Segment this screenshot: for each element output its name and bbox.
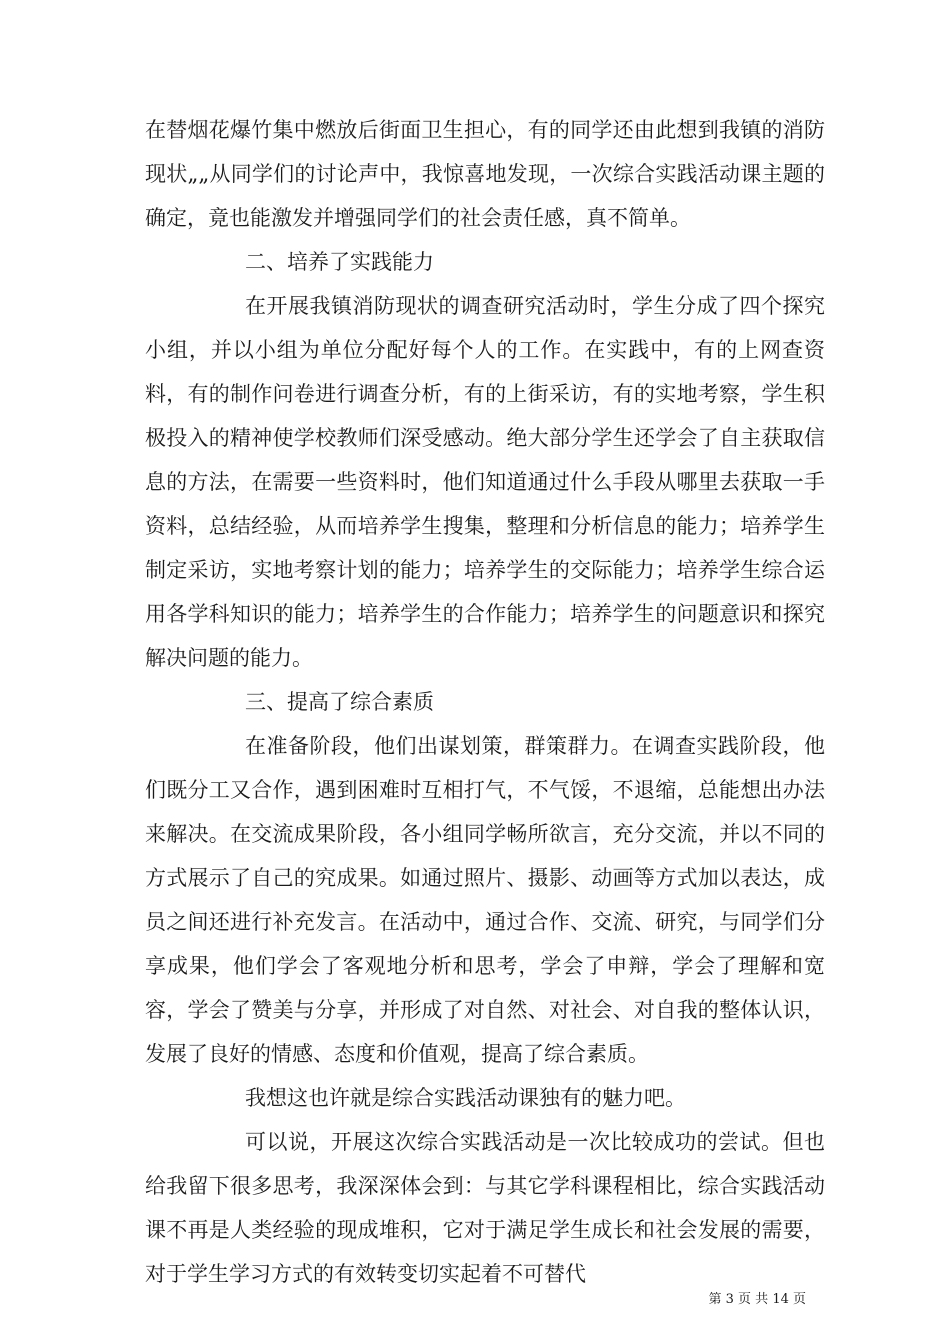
section-heading-comprehensive-quality: 三、提高了综合素质 [245,690,434,714]
body-text [145,108,825,1296]
page-number-footer: 第 3 页 共 14 页 [708,1292,806,1307]
paragraph-reflection: 可以说，开展这次综合实践活动是一次比较成功的尝试。但也给我留下很多思考，我深深体会到：与其它学科课程相比，综合实践活动课不再是人类经验的现成堆积，它对于满足学生成长和社会发展的需要，对于学生学习方式的有效转变切实起着不可替代 [145,1130,825,1286]
paragraph-continuation: 在替烟花爆竹集中燃放后街面卫生担心，有的同学还由此想到我镇的消防现状„„从同学们的讨论声中，我惊喜地发现，一次综合实践活动课主题的确定，竟也能激发并增强同学们的社会责任感，真不简单。 [145,118,825,230]
paragraph-practice-ability: 在开展我镇消防现状的调查研究活动时，学生分成了四个探究小组，并以小组为单位分配好每个人的工作。在实践中，有的上网查资料，有的制作问卷进行调查分析，有的上街采访，有的实地考察，学生积极投入的精神使学校教师们深受感动。绝大部分学生还学会了自主获取信息的方法，在需要一些资料时，他们知道通过什么手段从哪里去获取一手资料，总结经验，从而培养学生搜集，整理和分析信息的能力；培养学生制定采访，实地考察计划的能力；培养学生的交际能力；培养学生综合运用各学科知识的能力；培养学生的合作能力；培养学生的问题意识和探究解决问题的能力。 [145,294,825,670]
paragraph-comprehensive-quality: 在准备阶段，他们出谋划策，群策群力。在调查实践阶段，他们既分工又合作，遇到困难时互相打气，不气馁，不退缩，总能想出办法来解决。在交流成果阶段，各小组同学畅所欲言，充分交流，并以不同的方式展示了自己的究成果。如通过照片、摄影、动画等方式加以表达，成员之间还进行补充发言。在活动中，通过合作、交流、研究，与同学们分享成果，他们学会了客观地分析和思考，学会了申辩，学会了理解和宽容，学会了赞美与分享，并形成了对自然、对社会、对自我的整体认识，发展了良好的情感、态度和价值观，提高了综合素质。 [145,734,825,1066]
paragraph-charm: 我想这也许就是综合实践活动课独有的魅力吧。 [245,1086,686,1110]
section-heading-practice-ability: 二、培养了实践能力 [245,250,434,274]
